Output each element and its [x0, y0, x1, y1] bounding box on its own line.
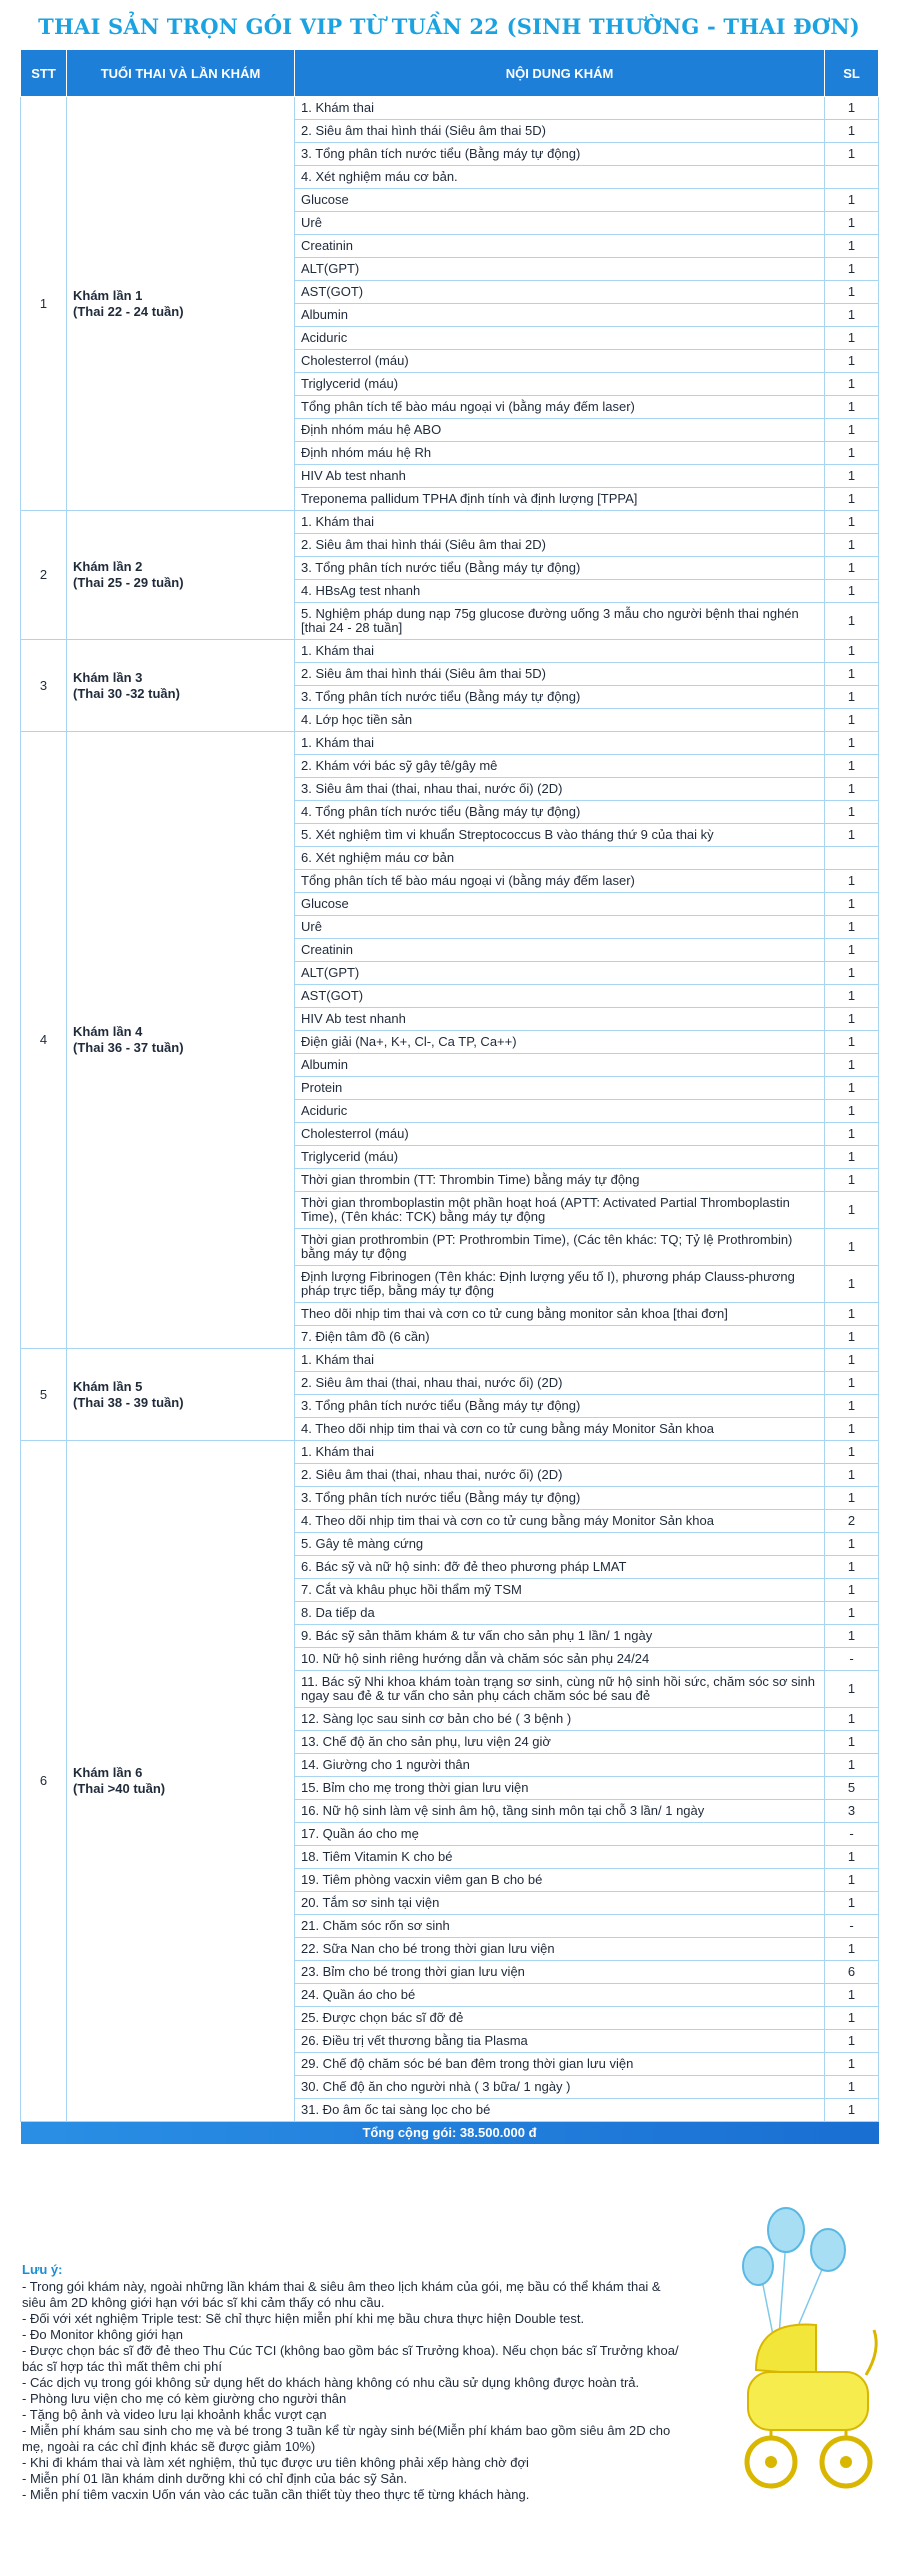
- qty-cell: 1: [825, 962, 879, 985]
- item-cell: 5. Nghiệm pháp dung nạp 75g glucose đường uống 3 mẫu cho người bệnh thai nghén [thai 24 - 28 tuần]: [295, 603, 825, 640]
- note-line: bác sĩ hợp tác thì mất thêm chi phí: [22, 2359, 223, 2374]
- qty-cell: 1: [825, 2076, 879, 2099]
- item-cell: Aciduric: [295, 1100, 825, 1123]
- item-cell: 19. Tiêm phòng vacxin viêm gan B cho bé: [295, 1869, 825, 1892]
- qty-cell: 1: [825, 373, 879, 396]
- qty-cell: 1: [825, 686, 879, 709]
- note-line: - Trong gói khám này, ngoài những lần khám thai & siêu âm theo lịch khám của gói, mẹ bầu có thể khám thai &: [22, 2279, 661, 2294]
- stt-cell: 5: [21, 1349, 67, 1441]
- qty-cell: 1: [825, 327, 879, 350]
- item-cell: 23. Bỉm cho bé trong thời gian lưu viện: [295, 1961, 825, 1984]
- item-cell: Urê: [295, 916, 825, 939]
- item-cell: 5. Xét nghiệm tìm vi khuẩn Streptococcus B vào tháng thứ 9 của thai kỳ: [295, 824, 825, 847]
- item-cell: 30. Chế độ ăn cho người nhà ( 3 bữa/ 1 ngày ): [295, 2076, 825, 2099]
- visit-label: (Thai 22 - 24 tuần): [73, 303, 184, 319]
- table-header-row: [21, 50, 879, 97]
- item-cell: 3. Tổng phân tích nước tiểu (Bằng máy tự động): [295, 557, 825, 580]
- qty-cell: 1: [825, 1077, 879, 1100]
- item-cell: Triglycerid (máu): [295, 373, 825, 396]
- item-cell: 2. Siêu âm thai hình thái (Siêu âm thai 5D): [295, 663, 825, 686]
- qty-cell: 1: [825, 1418, 879, 1441]
- note-line: - Miễn phí 01 lần khám dinh dưỡng khi có chỉ định của bác sỹ Sản.: [22, 2471, 408, 2486]
- qty-cell: 1: [825, 916, 879, 939]
- notes-title: Lưu ý:: [22, 2262, 63, 2277]
- qty-cell: 1: [825, 120, 879, 143]
- qty-cell: 1: [825, 640, 879, 663]
- qty-cell: 1: [825, 1031, 879, 1054]
- item-cell: 1. Khám thai: [295, 640, 825, 663]
- table-row: [21, 97, 879, 120]
- stroller-icon: [747, 2325, 876, 2486]
- item-cell: 10. Nữ hộ sinh riêng hướng dẫn và chăm sóc sản phụ 24/24: [295, 1648, 825, 1671]
- item-cell: 3. Tổng phân tích nước tiểu (Bằng máy tự động): [295, 686, 825, 709]
- item-cell: 4. HBsAg test nhanh: [295, 580, 825, 603]
- qty-cell: 1: [825, 1487, 879, 1510]
- note-line: - Phòng lưu viện cho mẹ có kèm giường cho người thân: [22, 2391, 347, 2406]
- qty-cell: 1: [825, 824, 879, 847]
- qty-cell: 1: [825, 1229, 879, 1266]
- visit-label: Khám lần 1: [73, 287, 143, 303]
- qty-cell: 1: [825, 419, 879, 442]
- note-line: - Đối với xét nghiệm Triple test: Sẽ chỉ thực hiện miễn phí khi mẹ bầu chưa thực hiện Double test.: [22, 2311, 585, 2326]
- qty-cell: -: [825, 1823, 879, 1846]
- qty-cell: 1: [825, 1464, 879, 1487]
- qty-cell: 1: [825, 1100, 879, 1123]
- qty-cell: 1: [825, 1708, 879, 1731]
- qty-cell: 1: [825, 2007, 879, 2030]
- qty-cell: 1: [825, 465, 879, 488]
- item-cell: Tổng phân tích tế bào máu ngoại vi (bằng máy đếm laser): [295, 870, 825, 893]
- qty-cell: 1: [825, 755, 879, 778]
- item-cell: 12. Sàng lọc sau sinh cơ bản cho bé ( 3 bệnh ): [295, 1708, 825, 1731]
- visit-label: (Thai 25 - 29 tuần): [73, 575, 184, 590]
- visit-label: Khám lần 4: [73, 1024, 143, 1039]
- item-cell: 1. Khám thai: [295, 732, 825, 755]
- item-cell: 1. Khám thai: [295, 97, 825, 120]
- item-cell: AST(GOT): [295, 985, 825, 1008]
- baby-stroller-balloons-illustration: [716, 2200, 886, 2550]
- qty-cell: 1: [825, 557, 879, 580]
- qty-cell: 1: [825, 1008, 879, 1031]
- qty-cell: 1: [825, 189, 879, 212]
- qty-cell: 1: [825, 870, 879, 893]
- package-table: [20, 50, 879, 2144]
- item-cell: 2. Siêu âm thai hình thái (Siêu âm thai 5D): [295, 120, 825, 143]
- total-label: Tổng cộng gói: 38.500.000 đ: [21, 2122, 879, 2145]
- visit-cell: [67, 640, 295, 732]
- visit-cell: [67, 97, 295, 511]
- stt-cell: 4: [21, 732, 67, 1349]
- qty-cell: 1: [825, 1984, 879, 2007]
- qty-cell: 1: [825, 350, 879, 373]
- item-cell: 24. Quần áo cho bé: [295, 1984, 825, 2007]
- item-cell: 11. Bác sỹ Nhi khoa khám toàn trạng sơ sinh, cùng nữ hộ sinh hồi sức, chăm sóc sơ sinh ngay sau đẻ & tư vấn cho sản phụ cách chăm sóc bé sau đẻ: [295, 1671, 825, 1708]
- table-body: [21, 97, 879, 2122]
- qty-cell: 1: [825, 778, 879, 801]
- visit-label: (Thai 30 -32 tuần): [73, 685, 180, 701]
- item-cell: 21. Chăm sóc rốn sơ sinh: [295, 1915, 825, 1938]
- item-cell: 2. Siêu âm thai (thai, nhau thai, nước ối) (2D): [295, 1464, 825, 1487]
- item-cell: 26. Điều trị vết thương bằng tia Plasma: [295, 2030, 825, 2053]
- notes-list: [22, 2279, 752, 2503]
- qty-cell: 1: [825, 603, 879, 640]
- qty-cell: 1: [825, 304, 879, 327]
- qty-cell: 1: [825, 1303, 879, 1326]
- qty-cell: 1: [825, 2099, 879, 2122]
- item-cell: 4. Theo dõi nhịp tim thai và cơn co tử cung bằng máy Monitor Sản khoa: [295, 1510, 825, 1533]
- item-cell: 31. Đo âm ốc tai sàng lọc cho bé: [295, 2099, 825, 2122]
- qty-cell: 1: [825, 1533, 879, 1556]
- qty-cell: 1: [825, 534, 879, 557]
- qty-cell: 1: [825, 143, 879, 166]
- item-cell: 22. Sữa Nan cho bé trong thời gian lưu viện: [295, 1938, 825, 1961]
- item-cell: Tổng phân tích tế bào máu ngoại vi (bằng máy đếm laser): [295, 396, 825, 419]
- visit-cell: [67, 1349, 295, 1441]
- item-cell: 2. Khám với bác sỹ gây tê/gây mê: [295, 755, 825, 778]
- item-cell: Urê: [295, 212, 825, 235]
- table-row: [21, 511, 879, 534]
- item-cell: 15. Bỉm cho mẹ trong thời gian lưu viện: [295, 1777, 825, 1800]
- item-cell: Creatinin: [295, 235, 825, 258]
- qty-cell: -: [825, 1915, 879, 1938]
- qty-cell: 1: [825, 1054, 879, 1077]
- visit-cell: [67, 1441, 295, 2122]
- note-line: - Đo Monitor không giới hạn: [22, 2327, 183, 2342]
- qty-cell: [825, 847, 879, 870]
- qty-cell: 1: [825, 732, 879, 755]
- item-cell: 2. Siêu âm thai hình thái (Siêu âm thai 2D): [295, 534, 825, 557]
- item-cell: Glucose: [295, 189, 825, 212]
- item-cell: 6. Bác sỹ và nữ hộ sinh: đỡ đẻ theo phương pháp LMAT: [295, 1556, 825, 1579]
- qty-cell: 1: [825, 2053, 879, 2076]
- visit-cell: [67, 732, 295, 1349]
- header-stt: STT: [21, 50, 67, 97]
- qty-cell: 1: [825, 396, 879, 419]
- item-cell: 4. Lớp học tiền sản: [295, 709, 825, 732]
- qty-cell: 1: [825, 235, 879, 258]
- qty-cell: 2: [825, 1510, 879, 1533]
- visit-label: Khám lần 6: [73, 1765, 143, 1780]
- qty-cell: 1: [825, 281, 879, 304]
- item-cell: Thời gian prothrombin (PT: Prothrombin Time), (Các tên khác: TQ; Tỷ lệ Prothrombin) bằng máy tự động: [295, 1229, 825, 1266]
- item-cell: 6. Xét nghiệm máu cơ bản: [295, 847, 825, 870]
- visit-label: Khám lần 5: [73, 1378, 143, 1394]
- qty-cell: 1: [825, 1123, 879, 1146]
- qty-cell: 1: [825, 2030, 879, 2053]
- item-cell: Định lượng Fibrinogen (Tên khác: Định lượng yếu tố I), phương pháp Clauss-phương pháp trực tiếp, bằng máy tự động: [295, 1266, 825, 1303]
- qty-cell: 1: [825, 939, 879, 962]
- item-cell: 8. Da tiếp da: [295, 1602, 825, 1625]
- qty-cell: -: [825, 1648, 879, 1671]
- visit-cell: [67, 511, 295, 640]
- qty-cell: 1: [825, 1441, 879, 1464]
- item-cell: Protein: [295, 1077, 825, 1100]
- qty-cell: 1: [825, 1602, 879, 1625]
- item-cell: 17. Quần áo cho mẹ: [295, 1823, 825, 1846]
- table-row: [21, 1349, 879, 1372]
- qty-cell: 1: [825, 1869, 879, 1892]
- visit-label: (Thai 36 - 37 tuần): [73, 1040, 184, 1055]
- page-title: THAI SẢN TRỌN GÓI VIP TỪ TUẦN 22 (SINH THƯỜNG - THAI ĐƠN): [38, 14, 860, 39]
- table-row: [21, 732, 879, 755]
- qty-cell: 1: [825, 1395, 879, 1418]
- table-row: [21, 1441, 879, 1464]
- qty-cell: 1: [825, 801, 879, 824]
- qty-cell: 6: [825, 1961, 879, 1984]
- item-cell: HIV Ab test nhanh: [295, 1008, 825, 1031]
- item-cell: AST(GOT): [295, 281, 825, 304]
- qty-cell: 1: [825, 1169, 879, 1192]
- item-cell: Creatinin: [295, 939, 825, 962]
- item-cell: Thời gian thrombin (TT: Thrombin Time) bằng máy tự động: [295, 1169, 825, 1192]
- qty-cell: [825, 166, 879, 189]
- qty-cell: 1: [825, 511, 879, 534]
- item-cell: Cholesterrol (máu): [295, 350, 825, 373]
- qty-cell: 1: [825, 488, 879, 511]
- qty-cell: 1: [825, 893, 879, 916]
- item-cell: 14. Giường cho 1 người thân: [295, 1754, 825, 1777]
- header-content: NỘI DUNG KHÁM: [295, 50, 825, 97]
- note-line: - Khi đi khám thai và làm xét nghiệm, thủ tục được ưu tiên không phải xếp hàng chờ đợi: [22, 2455, 529, 2470]
- item-cell: 7. Điện tâm đồ (6 cần): [295, 1326, 825, 1349]
- item-cell: 1. Khám thai: [295, 1441, 825, 1464]
- qty-cell: 1: [825, 442, 879, 465]
- item-cell: Aciduric: [295, 327, 825, 350]
- item-cell: ALT(GPT): [295, 962, 825, 985]
- note-line: mẹ, ngoài ra các chỉ định khác sẽ được giảm 10%): [22, 2439, 316, 2454]
- qty-cell: 3: [825, 1800, 879, 1823]
- stt-cell: 3: [21, 640, 67, 732]
- item-cell: 18. Tiêm Vitamin K cho bé: [295, 1846, 825, 1869]
- qty-cell: 1: [825, 1266, 879, 1303]
- item-cell: Định nhóm máu hệ Rh: [295, 442, 825, 465]
- item-cell: 3. Tổng phân tích nước tiểu (Bằng máy tự động): [295, 1487, 825, 1510]
- item-cell: ALT(GPT): [295, 258, 825, 281]
- qty-cell: 1: [825, 1326, 879, 1349]
- qty-cell: 1: [825, 258, 879, 281]
- item-cell: 13. Chế độ ăn cho sản phụ, lưu viện 24 giờ: [295, 1731, 825, 1754]
- visit-label: Khám lần 3: [73, 669, 143, 685]
- visit-label: Khám lần 2: [73, 559, 143, 574]
- note-line: - Miễn phí tiêm vacxin Uốn ván vào các tuần cần thiết tùy theo thực tế từng khách hàng.: [22, 2487, 530, 2502]
- item-cell: 5. Gây tê màng cứng: [295, 1533, 825, 1556]
- qty-cell: 1: [825, 1731, 879, 1754]
- note-line: - Tặng bộ ảnh và video lưu lại khoảnh khắc vượt cạn: [22, 2407, 327, 2422]
- item-cell: 3. Siêu âm thai (thai, nhau thai, nước ối) (2D): [295, 778, 825, 801]
- item-cell: Triglycerid (máu): [295, 1146, 825, 1169]
- visit-label: (Thai 38 - 39 tuần): [73, 1394, 184, 1410]
- qty-cell: 1: [825, 985, 879, 1008]
- item-cell: 4. Tổng phân tích nước tiểu (Bằng máy tự động): [295, 801, 825, 824]
- item-cell: 3. Tổng phân tích nước tiểu (Bằng máy tự động): [295, 1395, 825, 1418]
- table-row: [21, 640, 879, 663]
- item-cell: Treponema pallidum TPHA định tính và định lượng [TPPA]: [295, 488, 825, 511]
- item-cell: 9. Bác sỹ sản thăm khám & tư vấn cho sản phụ 1 lần/ 1 ngày: [295, 1625, 825, 1648]
- item-cell: Albumin: [295, 304, 825, 327]
- item-cell: 4. Theo dõi nhịp tim thai và cơn co tử cung bằng máy Monitor Sản khoa: [295, 1418, 825, 1441]
- item-cell: 16. Nữ hộ sinh làm vệ sinh âm hộ, tầng sinh môn tại chỗ 3 lần/ 1 ngày: [295, 1800, 825, 1823]
- qty-cell: 1: [825, 97, 879, 120]
- qty-cell: 1: [825, 1192, 879, 1229]
- stt-cell: 6: [21, 1441, 67, 2122]
- item-cell: Định nhóm máu hệ ABO: [295, 419, 825, 442]
- item-cell: Thời gian thromboplastin một phần hoạt hoá (APTT: Activated Partial Thromboplastin Time), (Tên khác: TCK) bằng máy tự động: [295, 1192, 825, 1229]
- qty-cell: 1: [825, 1146, 879, 1169]
- item-cell: 1. Khám thai: [295, 1349, 825, 1372]
- note-line: siêu âm 2D không giới hạn với bác sĩ khi cảm thấy có nhu cầu.: [22, 2295, 385, 2310]
- total-row: [21, 2122, 879, 2145]
- stt-cell: 1: [21, 97, 67, 511]
- visit-label: (Thai >40 tuần): [73, 1781, 166, 1796]
- qty-cell: 1: [825, 1846, 879, 1869]
- item-cell: 1. Khám thai: [295, 511, 825, 534]
- item-cell: Albumin: [295, 1054, 825, 1077]
- stt-cell: 2: [21, 511, 67, 640]
- header-qty: SL: [825, 50, 879, 97]
- qty-cell: 1: [825, 709, 879, 732]
- item-cell: 25. Được chọn bác sĩ đỡ đẻ: [295, 2007, 825, 2030]
- note-line: - Được chọn bác sĩ đỡ đẻ theo Thu Cúc TCI (không bao gồm bác sĩ Trưởng khoa). Nếu chọn bác sĩ Trưởng khoa/: [22, 2343, 679, 2358]
- qty-cell: 1: [825, 1349, 879, 1372]
- qty-cell: 1: [825, 1579, 879, 1602]
- qty-cell: 1: [825, 1892, 879, 1915]
- item-cell: 4. Xét nghiệm máu cơ bản.: [295, 166, 825, 189]
- note-line: - Các dịch vụ trong gói không sử dụng hết do khách hàng không có nhu cầu sử dụng không được hoàn trả.: [22, 2375, 640, 2390]
- qty-cell: 1: [825, 1625, 879, 1648]
- qty-cell: 1: [825, 212, 879, 235]
- item-cell: Điện giải (Na+, K+, Cl-, Ca TP, Ca++): [295, 1031, 825, 1054]
- item-cell: 3. Tổng phân tích nước tiểu (Bằng máy tự động): [295, 143, 825, 166]
- item-cell: Glucose: [295, 893, 825, 916]
- qty-cell: 1: [825, 1556, 879, 1579]
- item-cell: 20. Tắm sơ sinh tại viện: [295, 1892, 825, 1915]
- qty-cell: 1: [825, 580, 879, 603]
- item-cell: 29. Chế độ chăm sóc bé ban đêm trong thời gian lưu viện: [295, 2053, 825, 2076]
- qty-cell: 5: [825, 1777, 879, 1800]
- item-cell: HIV Ab test nhanh: [295, 465, 825, 488]
- item-cell: Theo dõi nhịp tim thai và cơn co tử cung bằng monitor sản khoa [thai đơn]: [295, 1303, 825, 1326]
- item-cell: Cholesterrol (máu): [295, 1123, 825, 1146]
- qty-cell: 1: [825, 1754, 879, 1777]
- note-line: - Miễn phí khám sau sinh cho mẹ và bé trong 3 tuần kể từ ngày sinh bé(Miễn phí khám bao gồm siêu âm 2D cho: [22, 2423, 671, 2438]
- item-cell: 7. Cắt và khâu phục hồi thẩm mỹ TSM: [295, 1579, 825, 1602]
- header-visit: TUỔI THAI VÀ LẦN KHÁM: [67, 50, 295, 97]
- item-cell: 2. Siêu âm thai (thai, nhau thai, nước ối) (2D): [295, 1372, 825, 1395]
- notes-section: [22, 2262, 752, 2503]
- qty-cell: 1: [825, 1671, 879, 1708]
- qty-cell: 1: [825, 1938, 879, 1961]
- qty-cell: 1: [825, 1372, 879, 1395]
- qty-cell: 1: [825, 663, 879, 686]
